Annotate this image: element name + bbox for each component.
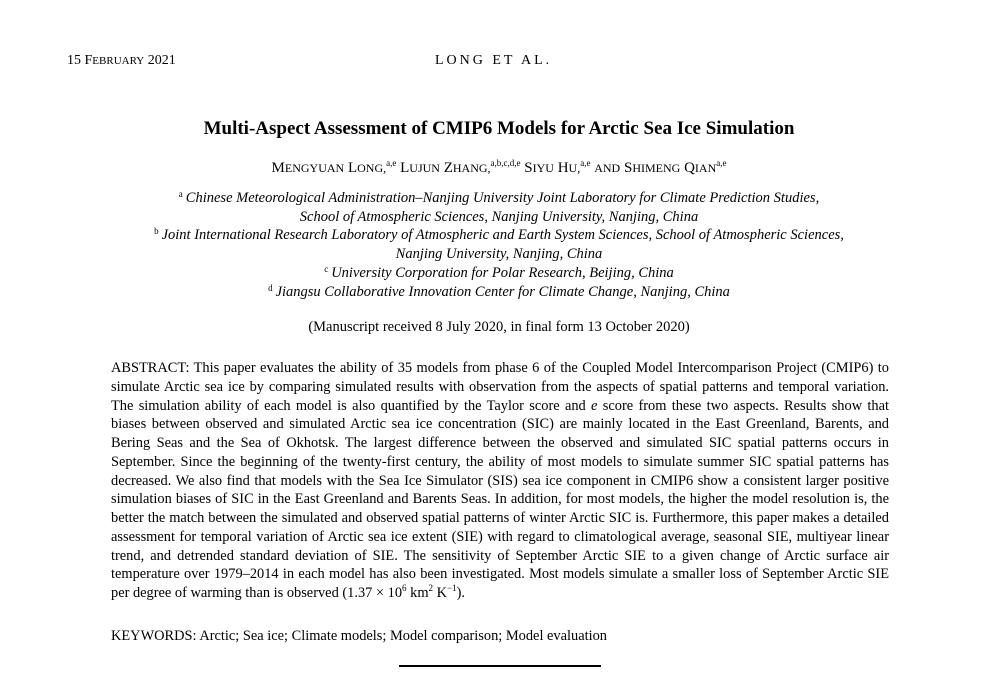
paper-title: Multi-Aspect Assessment of CMIP6 Models for Arctic Sea Ice Simulation	[203, 118, 795, 139]
affiliation-b-line2: Nanjing University, Nanjing, China	[395, 246, 603, 263]
abstract: ABSTRACT: This paper evaluates the ability of 35 models from phase 6 of the Coupled Model Intercomparison Project (CMIP6) to simulate Arctic sea ice by comparing simulated results with observation from the aspects of spatial patterns and temporal variation. The simulation ability of each model is also quantified by the Taylor score and e score from these two aspects. Results show that biases between observed and simulated Arctic sea ice concentration (SIC) are mainly located in the East Greenland, Barents, and Bering Seas and the Sea of Okhotsk. The largest difference between the observed and simulated SIC spatial patterns occurs in September. Since the beginning of the twenty-first century, the ability of most models to simulate summer SIC spatial patterns has decreased. We also find that models with the Sea Ice Simulator (SIS) sea ice component in CMIP6 show a consistent larger positive simulation biases of SIC in the East Greenland and Barents Seas. In addition, for most models, the higher the model resolution is, the better the match between the simulated and observed spatial patterns of winter Arctic SIC is. Furthermore, this paper makes a detailed assessment for temporal variation of Arctic sea ice extent (SIE) with regard to climatological average, seasonal SIE, multiyear linear trend, and detrended standard deviation of SIE. The sensitivity of September Arctic SIE to a given change of Arctic surface air temperature over 1979–2014 in each model has also been investigated. Most models simulate a smaller loss of September Arctic SIE per degree of warming than is observed ($1.37 \times 10^6$ $km^2$ $K^{-1}$).	[111, 360, 889, 601]
affiliation-b: $^b$ Joint International Research Laboratory of Atmospheric and Earth System Sciences, School of Atmospheric Sciences,	[154, 226, 844, 244]
author: LUJUN ZHANG,$^{a,b,c,d,e}$	[400, 158, 521, 176]
keywords-label: KEYWORDS:	[111, 628, 197, 644]
running-head-authors: LONG ET AL.	[435, 53, 553, 68]
author-list	[0, 160, 991, 177]
issue-date: 15 FEBRUARY 2021	[67, 53, 176, 68]
affiliation-a: $^a$ Chinese Meteorological Administration–Nanjing University Joint Laboratory for Climate Prediction Studies,	[178, 189, 820, 206]
affiliation-a-line2: School of Atmospheric Sciences, Nanjing University, Nanjing, China	[299, 208, 699, 225]
author: SHIMENG QIAN$^{a,e}$	[623, 158, 727, 176]
author: MENGYUAN LONG,$^{a,e}$	[271, 158, 397, 176]
author-affiliation-marks: a,e	[716, 158, 727, 168]
keywords-list: Arctic; Sea ice; Climate models; Model comparison; Model evaluation	[196, 628, 607, 644]
keywords	[111, 628, 889, 645]
author: SIYU HU,$^{a,e}$	[524, 158, 591, 176]
abstract-label: ABSTRACT:	[111, 360, 190, 376]
author-affiliation-marks: a,e	[386, 158, 397, 168]
running-head	[0, 53, 991, 73]
manuscript-dates: (Manuscript received 8 July 2020, in final form 13 October 2020)	[308, 319, 690, 335]
section-divider	[399, 665, 601, 667]
affiliation-c: $^c$ University Corporation for Polar Research, Beijing, China	[324, 263, 674, 281]
affiliations	[0, 189, 991, 301]
author-affiliation-marks: a,e	[580, 158, 591, 168]
author-affiliation-marks: a,b,c,d,e	[490, 158, 521, 168]
affiliation-d: $^d$ Jiangsu Collaborative Innovation Center for Climate Change, Nanjing, China	[268, 282, 730, 300]
author-connector: AND	[594, 161, 621, 175]
